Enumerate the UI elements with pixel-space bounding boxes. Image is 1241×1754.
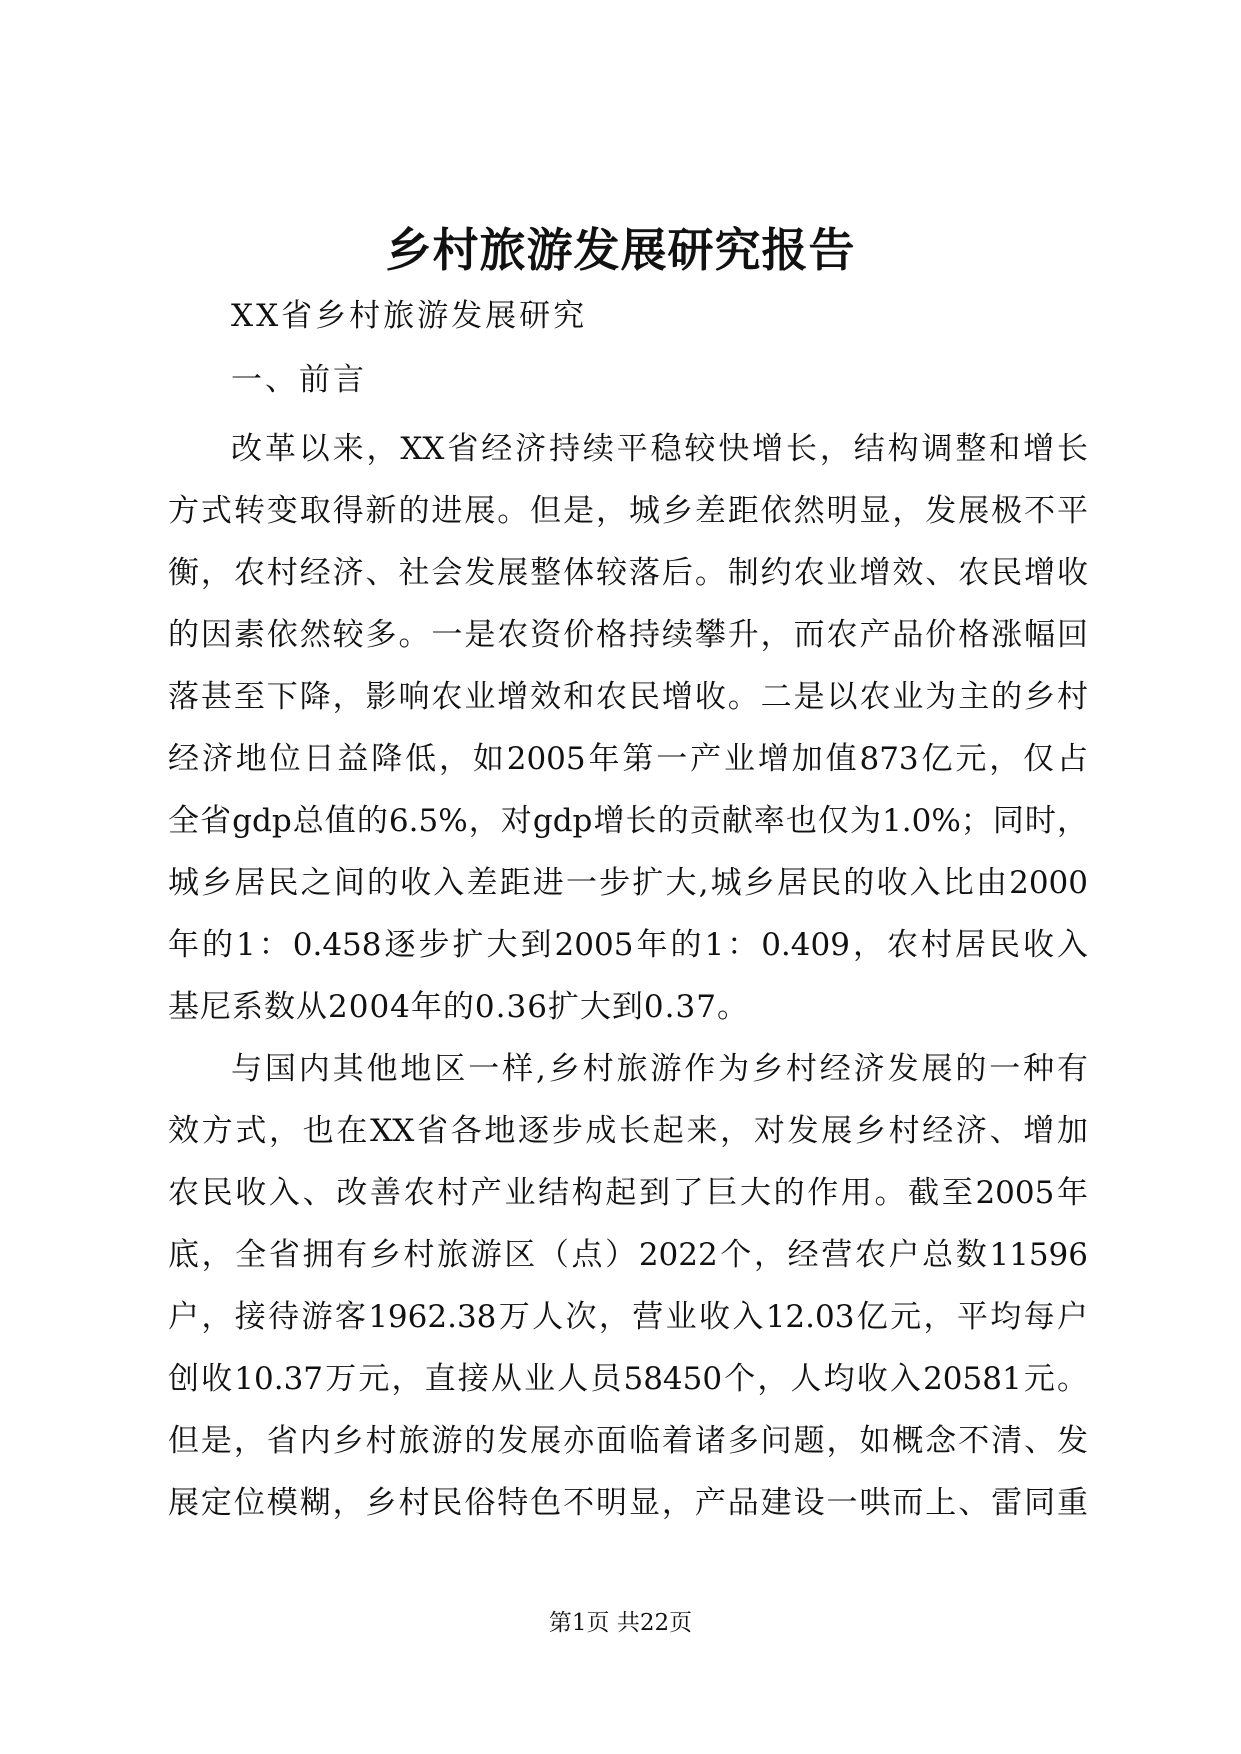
paragraph-line: 全省gdp总值的6.5%，对gdp增长的贡献率也仅为1.0%；同时， xyxy=(168,803,1088,839)
paragraph-line: 年的1：0.458逐步扩大到2005年的1：0.409，农村居民收入 xyxy=(168,927,1088,963)
paragraph-line: 农民收入、改善农村产业结构起到了巨大的作用。截至2005年 xyxy=(168,1175,1088,1211)
paragraph-line: 创收10.37万元，直接从业人员58450个，人均收入20581元。 xyxy=(168,1361,1088,1397)
paragraph-line: 衡，农村经济、社会发展整体较落后。制约农业增效、农民增收 xyxy=(168,555,1088,591)
paragraph-line: 户，接待游客1962.38万人次，营业收入12.03亿元，平均每户 xyxy=(168,1299,1088,1335)
document-subtitle: XX省乡村旅游发展研究 xyxy=(231,298,588,334)
document-body xyxy=(168,418,1088,1534)
paragraph-line: 经济地位日益降低，如2005年第一产业增加值873亿元，仅占 xyxy=(168,741,1088,777)
page-number-footer: 第1页 共22页 xyxy=(548,1610,693,1636)
section-heading: 一、前言 xyxy=(231,362,367,398)
document-title: 乡村旅游发展研究报告 xyxy=(385,223,856,277)
paragraph-2 xyxy=(168,1038,1088,1534)
paragraph-line: 城乡居民之间的收入差距进一步扩大,城乡居民的收入比由2000 xyxy=(168,865,1088,901)
paragraph-line: 展定位模糊，乡村民俗特色不明显，产品建设一哄而上、雷同重 xyxy=(168,1485,1088,1521)
paragraph-line: 但是，省内乡村旅游的发展亦面临着诸多问题，如概念不清、发 xyxy=(168,1423,1088,1459)
paragraph-line: 方式转变取得新的进展。但是，城乡差距依然明显，发展极不平 xyxy=(168,493,1088,529)
paragraph-line: 落甚至下降，影响农业增效和农民增收。二是以农业为主的乡村 xyxy=(168,679,1088,715)
paragraph-line: 改革以来，XX省经济持续平稳较快增长，结构调整和增长 xyxy=(231,431,1088,467)
paragraph-line: 效方式，也在XX省各地逐步成长起来，对发展乡村经济、增加 xyxy=(168,1113,1088,1149)
paragraph-line: 与国内其他地区一样,乡村旅游作为乡村经济发展的一种有 xyxy=(231,1051,1088,1087)
paragraph-line: 底，全省拥有乡村旅游区（点）2022个，经营农户总数11596 xyxy=(168,1237,1088,1273)
paragraph-line: 基尼系数从2004年的0.36扩大到0.37。 xyxy=(168,989,749,1025)
paragraph-1 xyxy=(168,418,1088,1038)
paragraph-line: 的因素依然较多。一是农资价格持续攀升，而农产品价格涨幅回 xyxy=(168,617,1088,653)
